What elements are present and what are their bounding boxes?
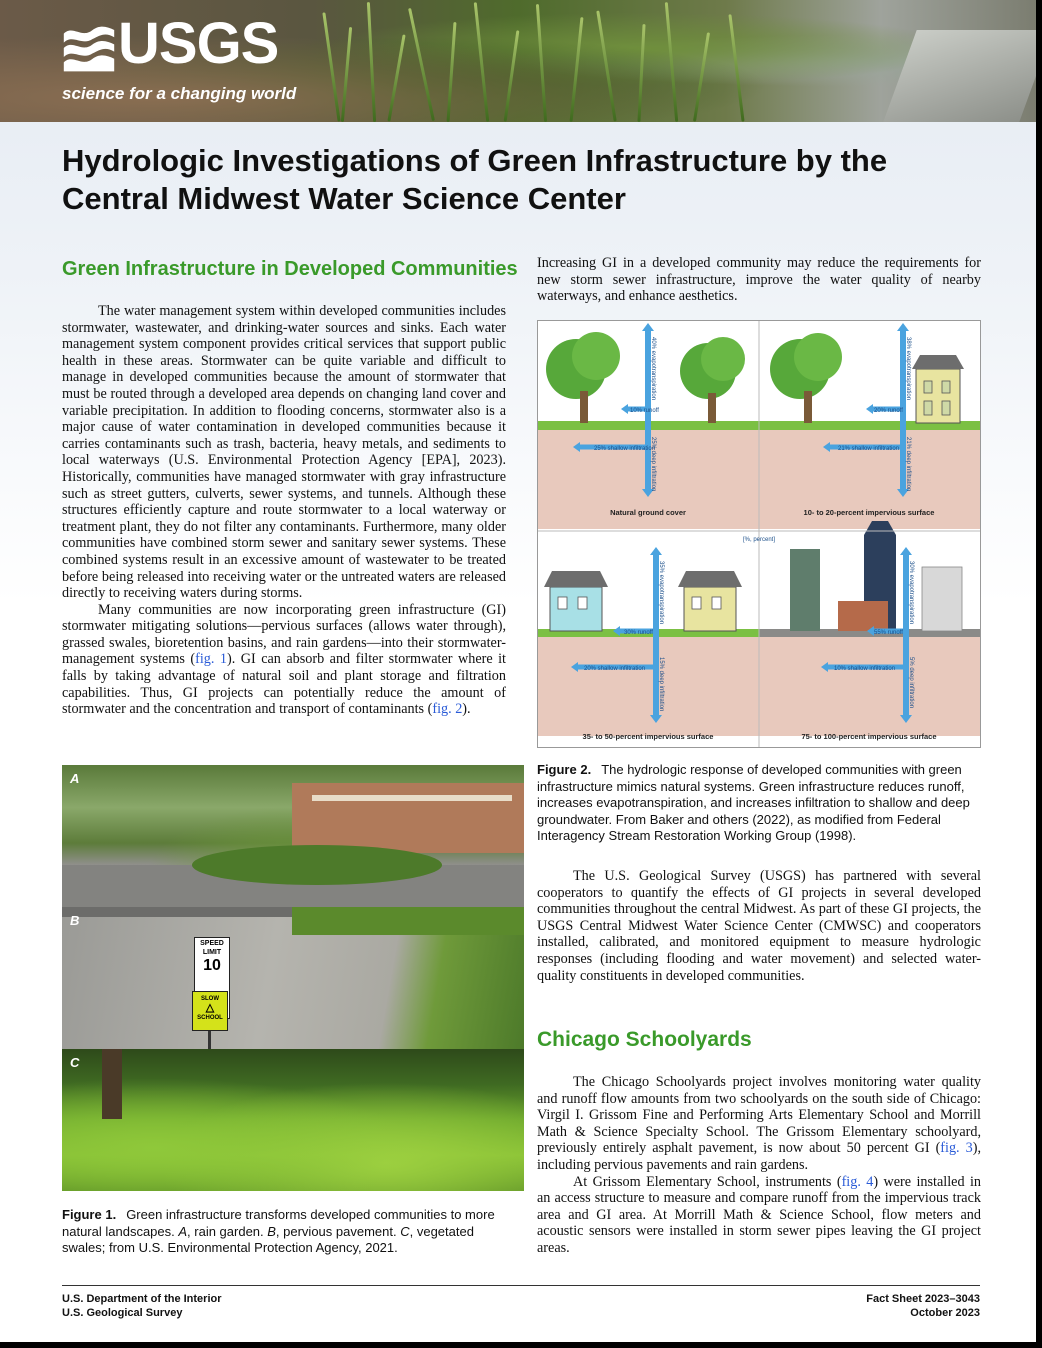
text-span: The Chicago Schoolyards project involves monitoring water quality and runoff flow amounts from two schoolyards on the south side of Chicago: Virgil I. Grissom Fine and Performing Arts Elementary School and Morrill Math & Science Specialty School. The Grissom Elementary schoolyard, previously entirely asphalt pavement, is now about 50 percent GI (: [537, 1074, 981, 1157]
section1-paragraph-2: [62, 602, 506, 718]
fig2-panel3-shallow: 20% shallow infiltration: [584, 666, 646, 672]
fig1-link[interactable]: fig. 1: [195, 651, 227, 668]
text-span: A: [178, 1223, 188, 1239]
figure1-photo-c: [62, 1049, 524, 1191]
footer-agency: U.S. Geological Survey: [62, 1307, 183, 1319]
fig2-panel4-shallow: 10% shallow infiltration: [834, 666, 896, 672]
fig2-panel3-deep: 15% deep infiltration: [658, 657, 664, 712]
figure1-photo-b: SPEED LIMIT 10 SLOW △ SCHOOL B: [62, 907, 524, 1049]
footer-divider: [62, 1285, 980, 1286]
section-heading-green-infrastructure: Green Infrastructure in Developed Communities: [62, 258, 518, 280]
section1-paragraph-1: The water management system within developed communities includes stormwater, wastewater, and drinking-water sources and sinks. Each water management system component provides critical services that support public health in these areas. Stormwater can be quite variable and difficult to manage in developed communities because the amount of stormwater that must be routed through a developed area depends on changing land cover and variable precipitation. In addition to flooding concerns, stormwater also is a major cause of water contamination in developed communities because it carries contaminants such as trash, bacteria, heavy metals, and sediments to local waterways (U.S. Environmental Protection Agency [EPA], 2023). Historically, communities have managed stormwater with gray infrastructure such as street gutters, culverts, sewer systems, and tunnels. Although these structures efficiently capture and route stormwater to a local waterway or treatment plant, they do not filter any contaminants. Furthermore, many older communities have combined storm sewer and sanitary sewer systems. These combined systems result in an excessive amount of wastewater to be treated before being released into receiving water or the untreated waters are released directly to receiving waters during storms.: [62, 303, 506, 602]
footer-department: U.S. Department of the Interior: [62, 1293, 222, 1305]
text-span: B: [267, 1223, 276, 1239]
fig2-panel1-shallow: 25% shallow infiltration: [594, 446, 656, 452]
figure1-caption: [62, 1207, 512, 1257]
fig2-panel4-label: 75- to 100-percent impervious surface: [801, 732, 937, 741]
fig2-link[interactable]: fig. 2: [432, 701, 463, 718]
text-span: , rain garden.: [187, 1223, 268, 1239]
header-banner: [0, 0, 1036, 122]
footer-date: October 2023: [910, 1307, 980, 1319]
fig2-panel2-label: 10- to 20-percent impervious surface: [803, 508, 935, 517]
text-span: The hydrologic response of developed communities with green infrastructure mimics natural systems. Green infrastructure reduces runoff, increases evapotranspiration, and increases infiltration to shallow and deep groundwater. From Baker and others (2022), as modified from Federal Interagency Stream Restoration Working Group (1998).: [537, 762, 970, 843]
text-span: C: [400, 1223, 410, 1239]
usgs-logo-waves-icon: [62, 20, 116, 76]
fig2-panel2-shallow: 21% shallow infiltration: [838, 446, 900, 452]
sign-number-text: 10: [203, 957, 221, 974]
section-heading-chicago-schoolyards: Chicago Schoolyards: [537, 1028, 752, 1051]
text-span: Many communities are now incorporating green infrastructure (GI) stormwater mitigating solutions—pervious surfaces (allows water through), grassed swales, bioretention basins, and rain gardens—into their stormwater-management systems (: [62, 601, 506, 668]
panel-label-b: B: [70, 913, 80, 928]
fig2-units: [%, percent]: [742, 537, 776, 543]
text-span: Green infrastructure transforms developed communities to more natural landscapes.: [62, 1207, 495, 1239]
footer-series: Fact Sheet 2023–3043: [866, 1293, 980, 1305]
document-title: Hydrologic Investigations of Green Infrastructure by the Central Midwest Water Science Center: [62, 143, 888, 216]
figure1-caption-label: Figure 1.: [62, 1207, 117, 1222]
fig2-panel1-label: Natural ground cover: [610, 508, 686, 517]
sign-slow-text: SLOW: [201, 996, 219, 1002]
usgs-partnership-paragraph: [537, 868, 981, 984]
panel-label-c: C: [70, 1055, 80, 1070]
figure2-panel-3: [538, 547, 759, 736]
fig2-panel2-evap: 38% evapotranspiration: [905, 337, 911, 401]
fig2-panel4-deep: 5% deep infiltration: [908, 657, 914, 709]
fig3-link[interactable]: fig. 3: [940, 1140, 973, 1157]
fig2-panel3-runoff: 30% runoff: [624, 630, 653, 636]
figure2-svg: [538, 321, 980, 747]
fig4-link[interactable]: fig. 4: [841, 1173, 874, 1190]
sign-limit-text: LIMIT: [202, 949, 222, 956]
usgs-logo-text: USGS: [118, 11, 279, 76]
sign-school-text: SCHOOL: [197, 1015, 223, 1021]
fig2-panel2-deep: 21% deep infiltration: [905, 437, 911, 492]
section2-paragraph-2: [537, 1174, 981, 1257]
text-span: , pervious pavement.: [275, 1223, 401, 1239]
figure2-diagram: [537, 320, 981, 748]
fig2-panel3-label: 35- to 50-percent impervious surface: [582, 732, 714, 741]
fig2-panel2-runoff: 20% runoff: [874, 408, 903, 414]
text-span: , vegetated swales; from U.S. Environmental Protection Agency, 2021.: [62, 1223, 474, 1255]
section2-body: [537, 1074, 981, 1257]
figure2-panel-4: [759, 521, 980, 736]
text-span: ), including pervious pavements and rain gardens.: [537, 1140, 981, 1173]
panel-label-a: A: [70, 771, 80, 786]
fig2-panel4-evap: 30% evapotranspiration: [908, 561, 914, 625]
right-intro-paragraph: Increasing GI in a developed community may reduce the requirements for new storm sewer infrastructure, improve the water quality of nearby waterways, and enhance aesthetics.: [537, 255, 981, 305]
fig2-panel1-deep: 25% deep infiltration: [650, 437, 656, 492]
sign-speed-text: SPEED: [200, 940, 224, 947]
text-span: ). GI can absorb and filter stormwater where it falls by taking advantage of natural soil and plant storage and filtration capabilities. Thus, GI projects can potentially reduce the amount of stormwater and the concentration and transport of contaminants (: [62, 651, 507, 718]
fig2-panel4-runoff: 55% runoff: [874, 630, 903, 636]
text-span: At Grissom Elementary School, instruments (: [573, 1173, 842, 1190]
figure1-photo-a: [62, 765, 524, 907]
text-span: ).: [462, 701, 471, 718]
section1-body: [62, 303, 506, 718]
text-paragraph: The U.S. Geological Survey (USGS) has partnered with several cooperators to quantify the effects of GI projects in several developed communities throughout the central Midwest. As part of these GI projects, the USGS Central Midwest Water Science Center (CMWSC) and cooperators installed, calibrated, and monitored equipment to measure hydrologic responses (including flooding and water movement) and selected water-quality constituents in developed communities.: [537, 868, 981, 984]
usgs-tagline: science for a changing world: [62, 84, 297, 103]
figure2-caption-label: Figure 2.: [537, 762, 592, 777]
fig2-panel3-evap: 35% evapotranspiration: [658, 561, 664, 625]
fig2-panel1-evap: 40% evapotranspiration: [650, 337, 656, 401]
figure2-caption: [537, 762, 981, 845]
section2-paragraph-1: [537, 1074, 981, 1174]
fig2-panel1-runoff: 10% runoff: [630, 408, 659, 414]
text-span: ) were installed in an access structure to measure and compare runoff from the impervious track area and GI area. At Morrill Math & Science School, flow meters and acoustic sensors were installed in storm sewer pipes leaving the GI project areas.: [537, 1173, 981, 1256]
figure2-panel-2: [759, 323, 980, 529]
figure2-panel-1: [538, 321, 759, 531]
